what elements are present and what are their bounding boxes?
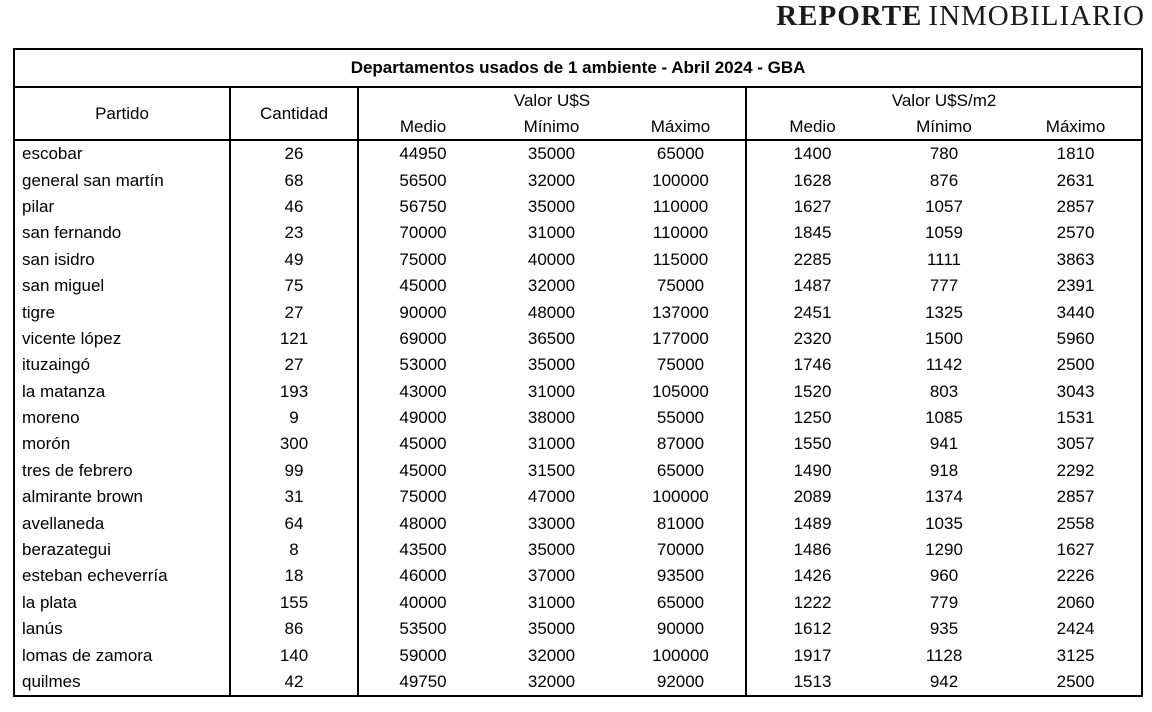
cell-ussm2-maximo: 2500: [1056, 355, 1095, 375]
table-row: [14, 326, 1142, 352]
cell-uss-medio: 49750: [358, 669, 487, 696]
logo-text-reporte: REPORTE: [776, 0, 923, 32]
cell-ussm2-medio: 1250: [746, 405, 878, 431]
col-header-cantidad: Cantidad: [230, 87, 358, 140]
cell-uss-minimo: 31500: [527, 460, 576, 480]
cell-uss-medio: 90000: [358, 299, 487, 325]
cell-uss-minimo: 31000: [527, 223, 576, 243]
cell-ussm2-minimo: 942: [929, 672, 959, 691]
cell-uss-minimo: 31000: [527, 381, 576, 401]
cell-ussm2-minimo: 779: [929, 592, 959, 612]
cell-ussm2-maximo: 1531: [1056, 408, 1095, 428]
cell-partido: san miguel: [22, 276, 105, 296]
cell-cantidad: 193: [230, 379, 358, 405]
cell-uss-maximo: 100000: [652, 170, 709, 190]
cell-uss-minimo: 48000: [527, 302, 576, 322]
table-row: [14, 537, 1142, 563]
cell-uss-minimo: 35000: [527, 540, 576, 560]
col-header-uss-minimo: Mínimo: [487, 114, 616, 140]
cell-cantidad: 23: [230, 220, 358, 246]
cell-uss-maximo: 75000: [656, 355, 705, 375]
cell-cantidad: 75: [230, 273, 358, 299]
cell-ussm2-maximo: 2631: [1056, 170, 1095, 190]
cell-ussm2-minimo: 1500: [925, 328, 963, 348]
cell-uss-maximo: 87000: [656, 434, 705, 454]
cell-ussm2-medio: 1222: [746, 590, 878, 616]
cell-ussm2-medio: 1550: [746, 431, 878, 457]
table-row: [14, 273, 1142, 299]
cell-partido: lomas de zamora: [22, 645, 153, 665]
cell-uss-minimo: 35000: [527, 144, 576, 164]
cell-uss-maximo: 93500: [656, 566, 705, 586]
table-body: [14, 140, 1142, 696]
cell-uss-medio: 75000: [358, 247, 487, 273]
cell-partido: moreno: [22, 408, 80, 428]
cell-ussm2-minimo: 918: [929, 460, 959, 480]
cell-partido: almirante brown: [22, 487, 143, 507]
cell-uss-medio: 46000: [358, 563, 487, 589]
cell-ussm2-maximo: 2424: [1056, 619, 1095, 639]
cell-ussm2-medio: 1627: [746, 194, 878, 220]
cell-uss-medio: 40000: [358, 590, 487, 616]
cell-uss-medio: 48000: [358, 510, 487, 536]
cell-ussm2-maximo: 2391: [1056, 276, 1095, 296]
cell-ussm2-medio: 1520: [746, 379, 878, 405]
cell-ussm2-medio: 1746: [746, 352, 878, 378]
cell-ussm2-medio: 1845: [746, 220, 878, 246]
col-header-ussm2-maximo: Máximo: [1010, 114, 1142, 140]
cell-ussm2-maximo: 3043: [1056, 381, 1095, 401]
col-header-partido: Partido: [14, 87, 230, 140]
cell-uss-maximo: 105000: [652, 381, 709, 401]
cell-partido: la matanza: [22, 381, 106, 401]
cell-ussm2-medio: 1490: [746, 458, 878, 484]
cell-ussm2-medio: 1426: [746, 563, 878, 589]
col-header-uss-maximo: Máximo: [616, 114, 746, 140]
cell-uss-minimo: 31000: [527, 434, 576, 454]
cell-ussm2-minimo: 780: [929, 144, 959, 164]
cell-ussm2-minimo: 803: [929, 381, 959, 401]
cell-cantidad: 49: [230, 247, 358, 273]
table-row: [14, 431, 1142, 457]
cell-uss-medio: 49000: [358, 405, 487, 431]
cell-ussm2-minimo: 1142: [925, 355, 963, 375]
cell-uss-medio: 53000: [358, 352, 487, 378]
cell-uss-maximo: 81000: [656, 513, 705, 533]
cell-uss-minimo: 32000: [527, 672, 576, 691]
cell-ussm2-maximo: 2060: [1056, 592, 1095, 612]
cell-ussm2-minimo: 960: [929, 566, 959, 586]
cell-partido: la plata: [22, 592, 77, 612]
cell-cantidad: 140: [230, 642, 358, 668]
cell-cantidad: 31: [230, 484, 358, 510]
cell-ussm2-medio: 1486: [746, 537, 878, 563]
cell-cantidad: 46: [230, 194, 358, 220]
cell-ussm2-medio: 2320: [746, 326, 878, 352]
cell-uss-maximo: 55000: [656, 408, 705, 428]
cell-partido: san fernando: [22, 223, 122, 243]
cell-ussm2-medio: 1489: [746, 510, 878, 536]
cell-ussm2-minimo: 1111: [926, 249, 962, 269]
table-row: [14, 590, 1142, 616]
table-title: Departamentos usados de 1 ambiente - Abril 2024 - GBA: [14, 49, 1142, 87]
cell-ussm2-minimo: 876: [929, 170, 959, 190]
cell-partido: tigre: [22, 302, 56, 322]
cell-ussm2-maximo: 1627: [1056, 540, 1095, 560]
col-header-ussm2-minimo: Mínimo: [878, 114, 1010, 140]
cell-cantidad: 121: [230, 326, 358, 352]
cell-ussm2-maximo: 3440: [1056, 302, 1095, 322]
cell-ussm2-minimo: 1128: [925, 645, 963, 665]
cell-uss-medio: 69000: [358, 326, 487, 352]
cell-uss-minimo: 31000: [527, 592, 576, 612]
cell-uss-maximo: 65000: [656, 592, 705, 612]
cell-partido: lanús: [22, 619, 63, 639]
cell-uss-minimo: 36500: [527, 328, 576, 348]
table-header: [14, 49, 1142, 140]
cell-partido: pilar: [22, 196, 55, 216]
cell-uss-maximo: 65000: [656, 460, 705, 480]
cell-uss-maximo: 92000: [656, 672, 705, 691]
cell-uss-medio: 43000: [358, 379, 487, 405]
table-title-row: [14, 49, 1142, 87]
table-row: [14, 247, 1142, 273]
table-row: [14, 669, 1142, 696]
cell-uss-minimo: 47000: [527, 487, 576, 507]
cell-ussm2-minimo: 777: [929, 276, 959, 296]
cell-cantidad: 42: [230, 669, 358, 696]
col-header-ussm2-medio: Medio: [746, 114, 878, 140]
cell-cantidad: 300: [230, 431, 358, 457]
table-row: [14, 642, 1142, 668]
cell-partido: avellaneda: [22, 513, 105, 533]
cell-uss-maximo: 75000: [656, 276, 705, 296]
header-row-groups: [14, 87, 1142, 114]
cell-ussm2-medio: 2451: [746, 299, 878, 325]
cell-partido: quilmes: [22, 672, 81, 691]
cell-cantidad: 9: [230, 405, 358, 431]
cell-ussm2-maximo: 3057: [1056, 434, 1095, 454]
reporte-inmobiliario-logo: [776, 0, 1145, 33]
cell-ussm2-maximo: 2292: [1056, 460, 1095, 480]
apartment-price-table: [13, 48, 1143, 697]
table-row: [14, 379, 1142, 405]
cell-ussm2-medio: 2285: [746, 247, 878, 273]
cell-uss-maximo: 90000: [656, 619, 705, 639]
cell-uss-minimo: 37000: [527, 566, 576, 586]
cell-ussm2-medio: 1400: [746, 140, 878, 167]
cell-cantidad: 18: [230, 563, 358, 589]
cell-ussm2-minimo: 1059: [925, 223, 963, 243]
cell-cantidad: 27: [230, 299, 358, 325]
cell-cantidad: 26: [230, 140, 358, 167]
cell-ussm2-maximo: 3125: [1056, 645, 1095, 665]
table-row: [14, 140, 1142, 167]
cell-partido: esteban echeverría: [22, 566, 168, 586]
cell-uss-medio: 44950: [358, 140, 487, 167]
cell-partido: escobar: [22, 144, 83, 164]
cell-ussm2-medio: 1612: [746, 616, 878, 642]
cell-ussm2-maximo: 2226: [1056, 566, 1095, 586]
cell-ussm2-minimo: 935: [929, 619, 959, 639]
cell-uss-maximo: 115000: [652, 249, 709, 269]
cell-uss-medio: 59000: [358, 642, 487, 668]
cell-ussm2-minimo: 1290: [925, 540, 963, 560]
cell-ussm2-maximo: 2857: [1056, 487, 1095, 507]
cell-cantidad: 8: [230, 537, 358, 563]
cell-ussm2-minimo: 1325: [925, 302, 963, 322]
cell-ussm2-medio: 1487: [746, 273, 878, 299]
cell-cantidad: 99: [230, 458, 358, 484]
cell-uss-medio: 43500: [358, 537, 487, 563]
cell-uss-maximo: 100000: [652, 645, 709, 665]
cell-uss-minimo: 32000: [527, 170, 576, 190]
cell-cantidad: 155: [230, 590, 358, 616]
cell-partido: ituzaingó: [22, 355, 91, 375]
cell-uss-minimo: 32000: [527, 645, 576, 665]
cell-ussm2-medio: 1917: [746, 642, 878, 668]
cell-ussm2-maximo: 2570: [1056, 223, 1095, 243]
cell-ussm2-minimo: 941: [929, 434, 959, 454]
cell-uss-minimo: 35000: [527, 355, 576, 375]
cell-ussm2-medio: 1628: [746, 167, 878, 193]
cell-uss-maximo: 70000: [656, 540, 705, 560]
cell-uss-maximo: 110000: [652, 223, 709, 243]
cell-ussm2-maximo: 2857: [1056, 196, 1095, 216]
cell-cantidad: 27: [230, 352, 358, 378]
cell-ussm2-maximo: 1810: [1056, 144, 1095, 164]
cell-uss-minimo: 32000: [527, 276, 576, 296]
cell-ussm2-maximo: 5960: [1056, 328, 1095, 348]
cell-uss-medio: 53500: [358, 616, 487, 642]
cell-ussm2-maximo: 2500: [1056, 672, 1095, 691]
table-row: [14, 352, 1142, 378]
cell-partido: berazategui: [22, 540, 111, 560]
cell-uss-medio: 45000: [358, 431, 487, 457]
cell-partido: san isidro: [22, 249, 95, 269]
cell-partido: morón: [22, 434, 71, 454]
cell-uss-medio: 56500: [358, 167, 487, 193]
table-row: [14, 299, 1142, 325]
cell-ussm2-minimo: 1085: [925, 408, 963, 428]
cell-uss-medio: 45000: [358, 458, 487, 484]
cell-uss-medio: 56750: [358, 194, 487, 220]
cell-ussm2-maximo: 3863: [1056, 249, 1095, 269]
table-row: [14, 194, 1142, 220]
cell-ussm2-minimo: 1057: [925, 196, 963, 216]
table-row: [14, 458, 1142, 484]
table-row: [14, 616, 1142, 642]
table-row: [14, 167, 1142, 193]
col-group-valor-ussm2: Valor U$S/m2: [746, 87, 1142, 114]
cell-uss-minimo: 35000: [527, 196, 576, 216]
cell-uss-maximo: 137000: [652, 302, 709, 322]
table-row: [14, 563, 1142, 589]
col-header-uss-medio: Medio: [358, 114, 487, 140]
cell-ussm2-medio: 2089: [746, 484, 878, 510]
col-group-valor-uss: Valor U$S: [358, 87, 746, 114]
cell-uss-medio: 75000: [358, 484, 487, 510]
cell-uss-medio: 45000: [358, 273, 487, 299]
cell-cantidad: 64: [230, 510, 358, 536]
table-row: [14, 484, 1142, 510]
cell-cantidad: 68: [230, 167, 358, 193]
logo-text-inmobiliario: INMOBILIARIO: [928, 0, 1145, 32]
table-row: [14, 220, 1142, 246]
cell-uss-minimo: 33000: [527, 513, 576, 533]
cell-uss-maximo: 100000: [652, 487, 709, 507]
table-row: [14, 405, 1142, 431]
cell-partido: general san martín: [22, 170, 164, 190]
cell-partido: tres de febrero: [22, 460, 133, 480]
cell-uss-minimo: 35000: [527, 619, 576, 639]
cell-ussm2-minimo: 1374: [925, 487, 963, 507]
cell-uss-maximo: 110000: [652, 196, 709, 216]
cell-partido: vicente lópez: [22, 328, 122, 348]
table-row: [14, 510, 1142, 536]
cell-uss-minimo: 40000: [527, 249, 576, 269]
cell-ussm2-medio: 1513: [746, 669, 878, 696]
cell-uss-maximo: 177000: [652, 328, 709, 348]
cell-uss-medio: 70000: [358, 220, 487, 246]
cell-uss-maximo: 65000: [656, 144, 705, 164]
cell-cantidad: 86: [230, 616, 358, 642]
cell-ussm2-minimo: 1035: [925, 513, 963, 533]
cell-ussm2-maximo: 2558: [1056, 513, 1095, 533]
cell-uss-minimo: 38000: [527, 408, 576, 428]
